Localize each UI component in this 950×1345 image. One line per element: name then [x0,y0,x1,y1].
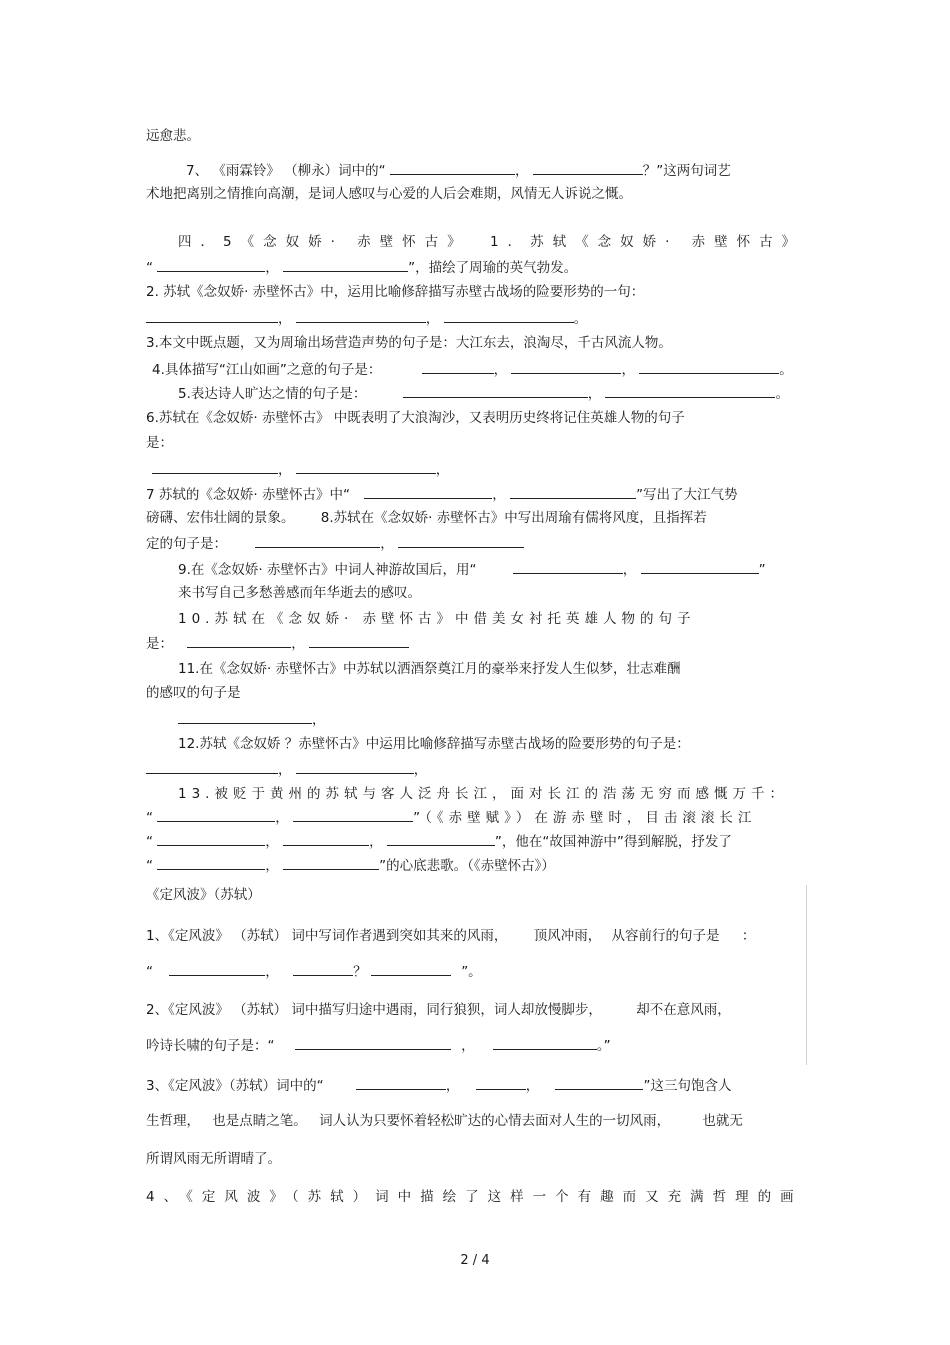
question-1-line: 1．苏轼《念奴娇· 赤壁怀古》 [490,234,805,250]
fill-blank[interactable] [641,560,759,574]
fill-blank[interactable] [283,258,408,272]
text-line: 是： [146,435,173,451]
question-5-line: 5.表达诗人旷达之情的句子是： ， 。 [178,386,789,402]
fill-blank[interactable] [283,856,379,870]
fill-blank[interactable] [371,962,451,976]
question-7b-line: 7 苏轼的《念奴娇· 赤壁怀古》中“ ， ”写出了大江气势 [146,487,738,503]
text-line: 生哲理， 也是点睛之笔。 词人认为只要怀着轻松旷达的心情去面对人生的一切风雨， 也就无 [146,1113,743,1129]
question-2-line: 2. 苏轼《念奴娇· 赤壁怀古》中，运用比喻修辞描写赤壁古战场的险要形势的一句： [146,284,645,300]
fill-blank[interactable] [639,360,779,374]
fill-blank[interactable] [356,1076,446,1090]
fill-blank[interactable] [152,460,278,474]
dingfengbo-question-1: 1、《定风波》 （苏轼） 词中写词作者遇到突如其来的风雨， 顶风冲雨， 从容前行的句子是 ： [146,928,756,944]
fill-blank[interactable] [390,161,515,175]
question-6-line: 6.苏轼在《念奴娇· 赤壁怀古》 中既表明了大浪淘沙，又表明历史终将记住英雄人物的句子 [146,410,685,426]
question-3-line: 3.本文中既点题，又为周瑜出场营造声势的句子是：大江东去，浪淘尽，千古风流人物。 [146,335,672,351]
fill-blank[interactable] [403,384,588,398]
question-13-line: 13.被贬于黄州的苏轼与客人泛舟长江，面对长江的浩荡无穷而感慨万千： [178,786,788,802]
section-heading: 《定风波》（苏轼） [146,887,261,903]
dingfengbo-question-3: 3、《定风波》（苏轼）词中的“ ， ， ”这三句饱含人 [146,1078,732,1094]
fill-blank[interactable] [309,634,409,648]
fill-blank[interactable] [513,560,623,574]
question-11-line: 11.在《念奴娇· 赤壁怀古》中苏轼以洒酒祭奠江月的豪举来抒发人生似梦，壮志难酬 [178,661,681,677]
fill-blank[interactable] [255,534,380,548]
dingfengbo-answer-1: “ ， ？ ”。 [146,964,482,980]
fill-blank[interactable] [293,808,413,822]
text-line: 所谓风雨无所谓晴了。 [146,1151,281,1167]
fill-blank[interactable] [296,460,436,474]
margin-divider [806,885,807,1065]
question-1-answer: “ ， ”，描绘了周瑜的英气勃发。 [146,260,578,276]
page-number: 2 / 4 [460,1253,490,1268]
text-line: 术地把离别之情推向高潮，是词人感叹与心爱的人后会难期，风情无人诉说之慨。 [146,186,632,202]
fill-blank[interactable] [293,962,353,976]
question-13-answer-2: “ ， ， ”，他在“故国神游中”得到解脱，抒发了 [146,834,732,850]
fill-blank[interactable] [157,832,265,846]
fill-blank[interactable] [157,856,265,870]
text-line: 远愈悲。 [146,128,200,144]
question-10-answer: 是： ， [146,634,409,653]
fill-blank[interactable] [146,760,278,774]
question-8-line: 磅礴、宏伟壮阔的景象。 8.苏轼在《念奴娇· 赤壁怀古》中写出周瑜有儒将风度，且指挥若 [146,510,707,526]
fill-blank[interactable] [555,1076,643,1090]
question-6-answer: ， ， [152,460,449,479]
question-2-answer: ， ， 。 [146,309,587,328]
fill-blank[interactable] [283,832,369,846]
question-10-line: 10.苏轼在《念奴娇· 赤壁怀古》中借美女衬托英雄人物的句子 [178,611,696,627]
fill-blank[interactable] [387,832,495,846]
fill-blank[interactable] [178,710,312,724]
fill-blank[interactable] [295,1036,451,1050]
fill-blank[interactable] [187,634,291,648]
question-9-line: 9.在《念奴娇· 赤壁怀古》中词人神游故国后，用“ ， ” [178,562,766,578]
fill-blank[interactable] [157,258,265,272]
fill-blank[interactable] [422,360,494,374]
question-12-line: 12.苏轼《念奴娇 ？赤壁怀古》中运用比喻修辞描写赤壁古战场的险要形势的句子是： [178,736,690,752]
fill-blank[interactable] [605,384,775,398]
question-4-line: 4.具体描写“江山如画”之意的句子是： ， ， 。 [152,362,793,378]
question-7-line: 7、 《雨霖铃》 （柳永）词中的“ ， ？”这两句词艺 [186,163,731,179]
question-11-answer: ， [178,710,326,729]
fill-blank[interactable] [511,360,621,374]
dingfengbo-answer-2: 吟诗长啸的句子是：“ ， 。” [146,1038,611,1054]
fill-blank[interactable] [146,309,278,323]
question-13-answer-1: “ ， ”（《赤壁赋》）在游赤壁时，目击滚滚长江 [146,810,757,826]
fill-blank[interactable] [157,808,275,822]
fill-blank[interactable] [444,309,574,323]
fill-blank[interactable] [510,485,636,499]
fill-blank[interactable] [398,534,524,548]
dingfengbo-question-4: 4、《定风波》（苏轼）词中描绘了这样一个有趣而又充满哲理的画 [146,1189,803,1205]
text-line: 来书写自己多愁善感而年华逝去的感叹。 [178,585,421,601]
fill-blank[interactable] [476,1076,526,1090]
fill-blank[interactable] [493,1036,597,1050]
fill-blank[interactable] [364,485,492,499]
text-line: 的感叹的句子是 [146,685,241,701]
question-12-answer: ， ， [146,760,427,779]
dingfengbo-question-2: 2、《定风波》 （苏轼） 词中描写归途中遇雨，同行狼狈，词人却放慢脚步， 却不在意风雨， [146,1002,731,1018]
question-8-answer: 定的句子是： ， [146,534,524,553]
fill-blank[interactable] [296,760,414,774]
question-13-answer-3: “ ， ”的心底悲歌。（《赤壁怀古》） [146,858,555,874]
fill-blank[interactable] [296,309,426,323]
fill-blank[interactable] [533,161,643,175]
section-heading: 四．5《念奴娇· 赤壁怀古》 [178,234,470,250]
fill-blank[interactable] [169,962,265,976]
